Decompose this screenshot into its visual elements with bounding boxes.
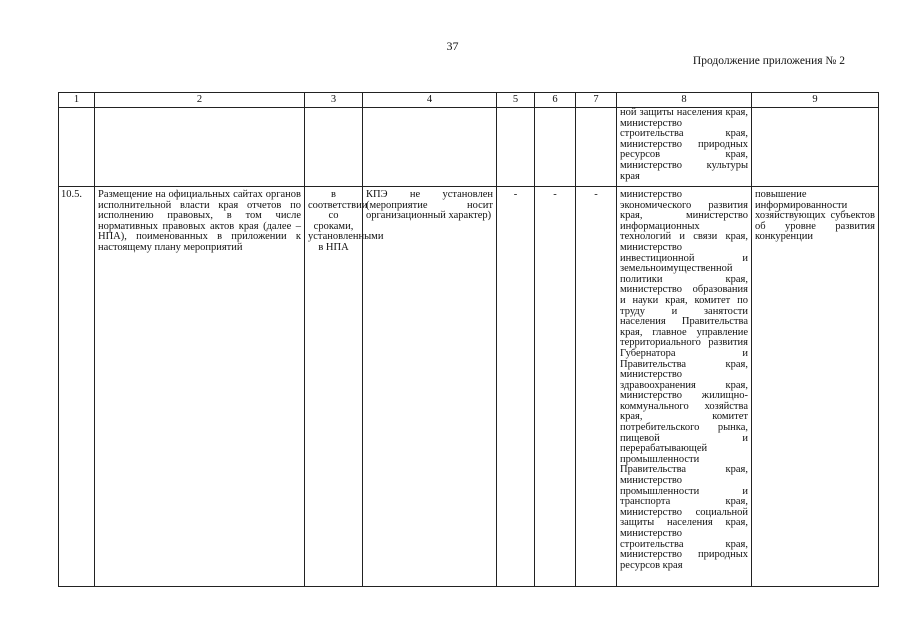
table-row <box>59 108 879 187</box>
result-cell: повышение информированности хозяйствующих субъектов об уровне развития конкуренции <box>752 187 879 587</box>
table-cell <box>497 108 535 187</box>
column-header: 5 <box>497 93 535 108</box>
deadline-cell: в соответствии со сроками, установленными в НПА <box>305 187 363 587</box>
column-header: 9 <box>752 93 879 108</box>
column-header: 3 <box>305 93 363 108</box>
value-cell: - <box>497 187 535 587</box>
column-header: 7 <box>576 93 617 108</box>
page-number: 37 <box>446 39 459 53</box>
row-number: 10.5. <box>59 187 95 587</box>
table-cell <box>95 108 305 187</box>
column-header: 1 <box>59 93 95 108</box>
executors-cell: министерство экономического развития края, министерство информационных технологий и связи края, министерство инвестиционной и земельноимущественной политики края, министерство образования и науки края, комитет по труду и занятости населения Правительства края, главное управление территориального развития Губернатора и Правительства края, министерство здравоохранения края, министерство жилищно-коммунального хозяйства края, комитет потребительского рынка, пищевой и перерабатывающей промышленности Правительства края, министерство промышленности и транспорта края, министерство социальной защиты населения края, министерство строительства края, министерство природных ресурсов края <box>617 187 752 587</box>
executors-cell: ной защиты населения края, министерство строительства края, министерство природных ресурсов края, министерство культуры края <box>617 108 752 187</box>
table-cell <box>752 108 879 187</box>
table-cell <box>305 108 363 187</box>
table-cell <box>59 108 95 187</box>
value-cell: - <box>535 187 576 587</box>
column-header: 6 <box>535 93 576 108</box>
table-header-row <box>59 93 879 108</box>
table-cell <box>363 108 497 187</box>
kpe-cell: КПЭ не установлен (мероприятие носит организационный характер) <box>363 187 497 587</box>
table-cell <box>576 108 617 187</box>
measures-table <box>58 92 879 587</box>
column-header: 8 <box>617 93 752 108</box>
column-header: 2 <box>95 93 305 108</box>
table-cell <box>535 108 576 187</box>
continuation-label: Продолжение приложения № 2 <box>692 55 845 67</box>
measure-description: Размещение на официальных сайтах органов исполнительной власти края отчетов по исполнению правовых, в том числе нормативных правовых актов края (далее – НПА), поименованных в приложении к настоящему плану мероприятий <box>95 187 305 587</box>
column-header: 4 <box>363 93 497 108</box>
value-cell: - <box>576 187 617 587</box>
table-row <box>59 187 879 587</box>
